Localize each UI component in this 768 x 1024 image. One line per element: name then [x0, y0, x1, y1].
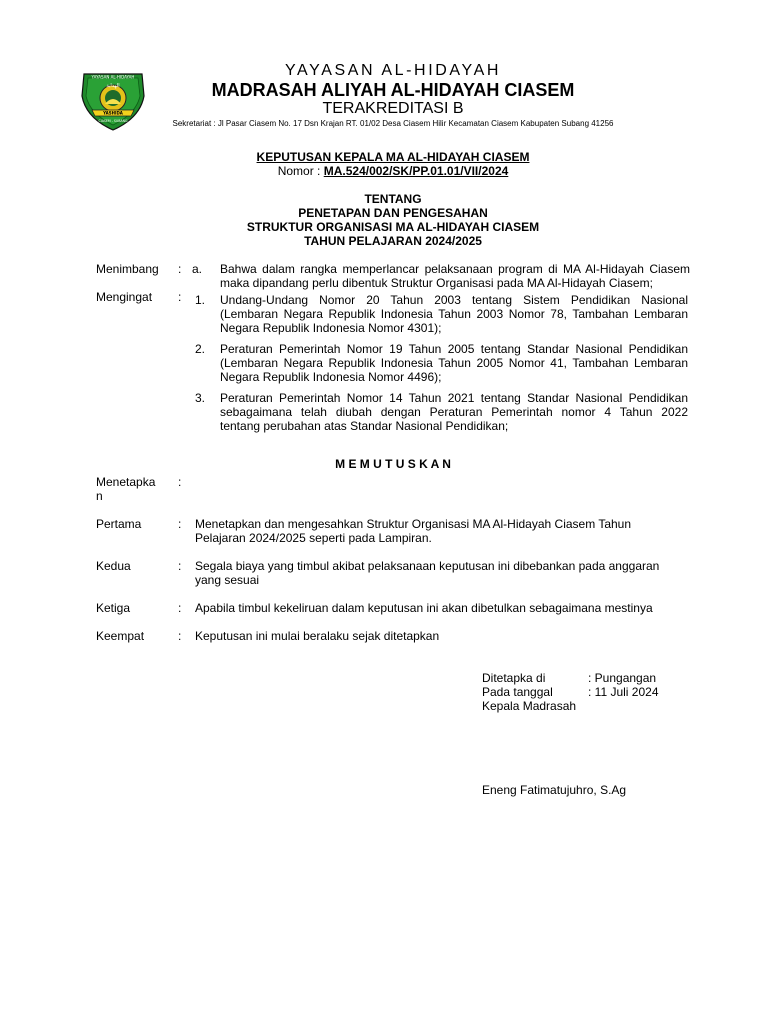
clause-label: Kedua: [96, 559, 131, 573]
colon: :: [178, 290, 182, 304]
text-line: Undang-Undang Nomor 20 Tahun 2003 tentang Sistem Pendidikan Nasional: [220, 293, 688, 307]
decree-subject-line: STRUKTUR ORGANISASI MA AL-HIDAYAH CIASEM: [246, 220, 540, 234]
sign-place-value: : Pungangan: [588, 671, 657, 685]
clause-text: [195, 629, 690, 643]
text-line: tentang perubahan atas Standar Nasional Pendidikan;: [220, 419, 509, 433]
clause-label: Keempat: [96, 629, 145, 643]
text-line: Negara Republik Indonesia Nomor 4301);: [220, 321, 442, 335]
text-line: yang sesuai: [195, 573, 260, 587]
sign-position: Kepala Madrasah: [482, 699, 577, 713]
item-marker: 3.: [195, 391, 206, 405]
school-name: MADRASAH ALIYAH AL-HIDAYAH CIASEM: [211, 80, 575, 100]
sign-date-value: : 11 Juli 2024: [588, 685, 659, 699]
text-line: Pelajaran 2024/2025 seperti pada Lampiran.: [195, 531, 432, 545]
item-marker: a.: [192, 262, 203, 276]
address: Sekretariat : Jl Pasar Ciasem No. 17 Dsn Krajan RT. 01/02 Desa Ciasem Hilir Kecamatan Ciasem Kabupaten Subang 41256: [172, 119, 614, 128]
colon: :: [178, 601, 182, 615]
foundation-name: YAYASAN AL-HIDAYAH: [284, 62, 502, 79]
sign-date-label: Pada tanggal: [482, 685, 553, 699]
clause-text: [195, 559, 690, 587]
decree-subject-line: PENETAPAN DAN PENGESAHAN: [298, 206, 488, 220]
considering-item: [220, 262, 690, 290]
colon: :: [178, 517, 182, 531]
decree-number: [96, 164, 690, 178]
logo-text-banner: YASHIDA: [103, 110, 123, 116]
item-marker: 1.: [195, 293, 206, 307]
colon: :: [178, 475, 182, 489]
text-line: Peraturan Pemerintah Nomor 14 Tahun 2021 tentang Standar Nasional Pendidikan: [220, 391, 688, 405]
text-line: Peraturan Pemerintah Nomor 19 Tahun 2005 tentang Standar Nasional Pendidikan: [220, 342, 688, 356]
decree-subject-line: TAHUN PELAJARAN 2024/2025: [304, 234, 482, 248]
text-line: Menetapkan dan mengesahkan Struktur Organisasi MA Al-Hidayah Ciasem Tahun: [195, 517, 632, 531]
colon: :: [178, 559, 182, 573]
text-line: (Lembaran Negara Republik Indonesia Tahun 2003 Nomor 78, Tambahan Lembaran: [220, 307, 688, 321]
logo-text-bottom: CIASEM - SUBANG: [98, 119, 128, 123]
establish-label: [96, 475, 155, 503]
text-line: Keputusan ini mulai beralaku sejak ditetapkan: [195, 629, 440, 643]
recalling-item: [220, 293, 688, 335]
clause-label: Ketiga: [96, 601, 131, 615]
decree-number-label: Nomor :: [277, 164, 324, 178]
clause-text: [195, 517, 690, 545]
recalling-item: [220, 391, 688, 433]
text-line: n: [96, 489, 103, 503]
logo-text-top: YAYASAN AL-HIDAYAH: [91, 74, 135, 80]
text-line: Menetapka: [96, 475, 156, 489]
text-line: Apabila timbul kekeliruan dalam keputusan ini akan dibetulkan sebagaimana mestinya: [195, 601, 653, 615]
decision-heading: M E M U T U S K A N: [335, 457, 451, 471]
text-line: Bahwa dalam rangka memperlancar pelaksanaan program di MA Al-Hidayah Ciasem: [220, 262, 690, 276]
logo-text-arabic: الهداية: [106, 83, 120, 89]
school-logo: [78, 66, 148, 132]
text-line: Negara Republik Indonesia Nomor 4496);: [220, 370, 442, 384]
clause-text: [195, 601, 690, 615]
recalling-item: [220, 342, 688, 384]
considering-label: Menimbang: [96, 262, 159, 276]
text-line: sebagaimana telah diubah dengan Peraturan Pemerintah nomor 4 Tahun 2022: [220, 405, 688, 419]
decree-about: TENTANG: [364, 192, 422, 206]
sign-name: Eneng Fatimatujuhro, S.Ag: [482, 783, 627, 797]
sign-place-label: Ditetapka di: [482, 671, 546, 685]
text-line: (Lembaran Negara Republik Indonesia Tahun 2005 Nomor 41, Tambahan Lembaran: [220, 356, 688, 370]
recalling-label: Mengingat: [96, 290, 153, 304]
text-line: maka dipandang perlu dibentuk Struktur Organisasi pada MA Al-Hidayah Ciasem;: [220, 276, 653, 290]
text-line: Segala biaya yang timbul akibat pelaksanaan keputusan ini dibebankan pada anggaran: [195, 559, 660, 573]
decree-title: KEPUTUSAN KEPALA MA AL-HIDAYAH CIASEM: [256, 150, 530, 164]
colon: :: [178, 262, 182, 276]
decree-number-value: MA.524/002/SK/PP.01.01/VII/2024: [323, 164, 509, 178]
clause-label: Pertama: [96, 517, 142, 531]
item-marker: 2.: [195, 342, 206, 356]
accreditation: TERAKREDITASI B: [322, 100, 464, 117]
colon: :: [178, 629, 182, 643]
